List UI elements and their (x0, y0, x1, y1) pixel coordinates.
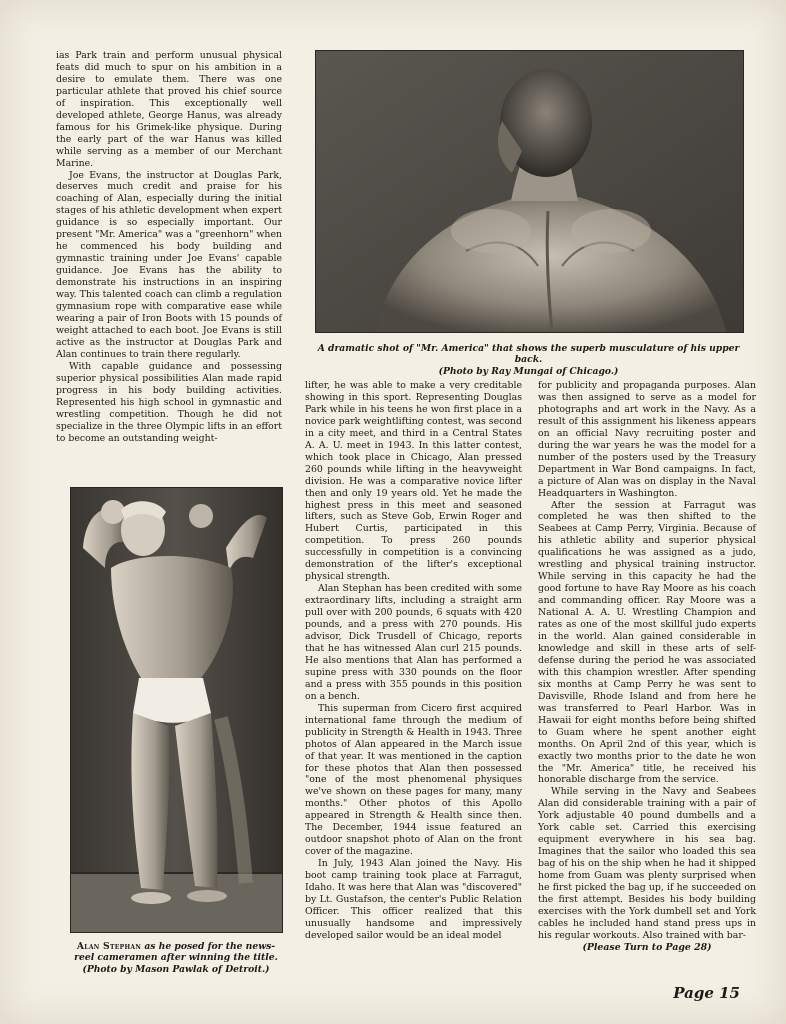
paragraph: In July, 1943 Alan joined the Navy. His boot camp training took place at Farragut, Idaho. It was here that Alan was "discovered" by Lt. Gustafson, the center's Public Relation Officer. This officer realized that this unusually handsome and impressively developed sailor would be an ideal model (305, 858, 522, 941)
paragraph: After the session at Farragut was completed he was then shifted to the Seabees at Camp Perry, Virginia. Because of his athletic ability and superior physical qualifications he was assigned as a judo, wrestling and physical training instructor. While serving in this capacity he had the good fortune to have Ray Moore as his coach and commanding officer. Ray Moore was a National A. A. U. Wrestling Champion and rates as one of the most skillful judo experts in the world. Alan gained considerable in knowledge and skill in these arts of self-defense during the period he was associated with this champion wrestler. After spending six months at Camp Perry he was sent to Davisville, Rhode Island and from here he was transferred to Pearl Harbor. Was in Hawaii for eight months before being shifted to Guam where he spent another eight months. On April 2nd of this year, which is exactly two months prior to the date he won the "Mr. America" title, he received his honorable discharge from the service. (538, 499, 756, 786)
photo-posing (70, 487, 283, 933)
column-right-text (538, 380, 756, 954)
paragraph: Alan Stephan has been credited with some extraordinary lifts, including a straight arm pull over with 200 pounds, 6 squats with 420 pounds, and a press with 270 pounds. His advisor, Dick Trusdell of Chicago, reports that he has witnessed Alan curl 215 pounds. He also mentions that Alan has performed a supine press with 330 pounds on the floor and a press with 355 pounds in this position on a bench. (305, 583, 522, 702)
caption-posing-line1-rest: as he posed for the news- (141, 941, 276, 952)
caption-upper-back (315, 343, 742, 377)
paragraph: lifter, he was able to make a very creditable showing in this sport. Representing Douglas Park while in his teens he won first place in a novice park weightlifting contest, was second in a city meet, and third in a Central States A. A. U. meet in 1943. In this latter contest, which took place in Chicago, Alan pressed 260 pounds while lifting in the heavyweight division. He was a comparative novice lifter then and only 19 years old. Yet he made the highest press in this meet and seasoned lifters, such as Steve Gob, Erwin Roger and Hubert Curtis, participated in this competition. To press 260 pounds successfully in competition is a convincing demonstration of the lifter's exceptional physical strength. (305, 380, 522, 583)
caption-upper-back-credit: (Photo by Ray Mungai of Chicago.) (438, 365, 619, 377)
caption-posing-credit: (Photo by Mason Pawlak of Detroit.) (82, 963, 270, 975)
caption-posing-line2: reel cameramen after winning the title. (74, 952, 278, 964)
photo-upper-back (315, 50, 744, 333)
turn-page-note: (Please Turn to Page 28) (582, 941, 712, 953)
paragraph: While serving in the Navy and Seabees Alan did considerable training with a pair of York adjustable 40 pound dumbells and a York cable set. Carried this exercising equipment everywhere in his sea bag. Imagines that the sailor who loaded this sea bag of his on the ship when he had it shipped home from Guam was plenty surprised when he first picked the bag up, if he succeeded on the first attempt. Besides his body building exercises with the York dumbell set and York cables he included hand stand press ups in his regular workouts. Also trained with bar- (538, 786, 756, 941)
paragraph: for publicity and propaganda purposes. Alan was then assigned to serve as a model for photographs and art work in the Navy. As a result of this assignment his likeness appears on an official Navy recruiting poster and during the war years he was the model for a number of the posters used by the Treasury Department in War Bond campaigns. In fact, a picture of Alan was on display in the Naval Headquarters in Washington. (538, 380, 756, 499)
caption-upper-back-line1: A dramatic shot of "Mr. America" that shows the superb musculature of his upper back. (317, 343, 740, 366)
page-number: Page 15 (673, 984, 740, 1002)
column-middle-text (305, 380, 522, 942)
paragraph: This superman from Cicero first acquired international fame through the medium of publicity in Strength & Health in 1943. Three photos of Alan appeared in the March issue of that year. It was mentioned in the caption for these photos that Alan then possessed "one of the most phenomenal physiques we've shown on these pages for many, many months." Other photos of this Apollo appeared in Strength & Health since then. The December, 1944 issue featured an outdoor snapshot photo of Alan on the front cover of the magazine. (305, 702, 522, 858)
paragraph: Joe Evans, the instructor at Douglas Park, deserves much credit and praise for his coaching of Alan, especially during the initial stages of his athletic development when expert guidance is so especially important. Our present "Mr. America" was a "greenhorn" when he commenced his body building and gymnastic training under Joe Evans' capable guidance. Joe Evans has the ability to demonstrate his instructions in an inspiring way. This talented coach can climb a regulation gymnasium rope with comparative ease while wearing a pair of Iron Boots with 15 pounds of weight attached to each boot. Joe Evans is still active as the instructor at Douglas Park and Alan continues to train there regularly. (56, 169, 282, 360)
column-left-text (56, 50, 282, 444)
paragraph: ias Park train and perform unusual physical feats did much to spur on his ambition in a desire to emulate them. There was one particular athlete that proved his chief source of inspiration. This exceptionally well developed athlete, George Hanus, was already famous for his Grimek-like physique. During the early part of the war Hanus was killed while serving as a member of our Merchant Marine. (56, 50, 282, 169)
paragraph: With capable guidance and possessing superior physical possibilities Alan made rapid progress in his body building activities. Represented his high school in gymnastic and wrestling competition. Though he did not specialize in the three Olympic lifts in an effort to become an outstanding weight- (56, 360, 282, 444)
caption-posing (62, 941, 290, 975)
caption-posing-line1 (62, 941, 290, 952)
caption-posing-name: Alan Stephan (76, 941, 142, 952)
